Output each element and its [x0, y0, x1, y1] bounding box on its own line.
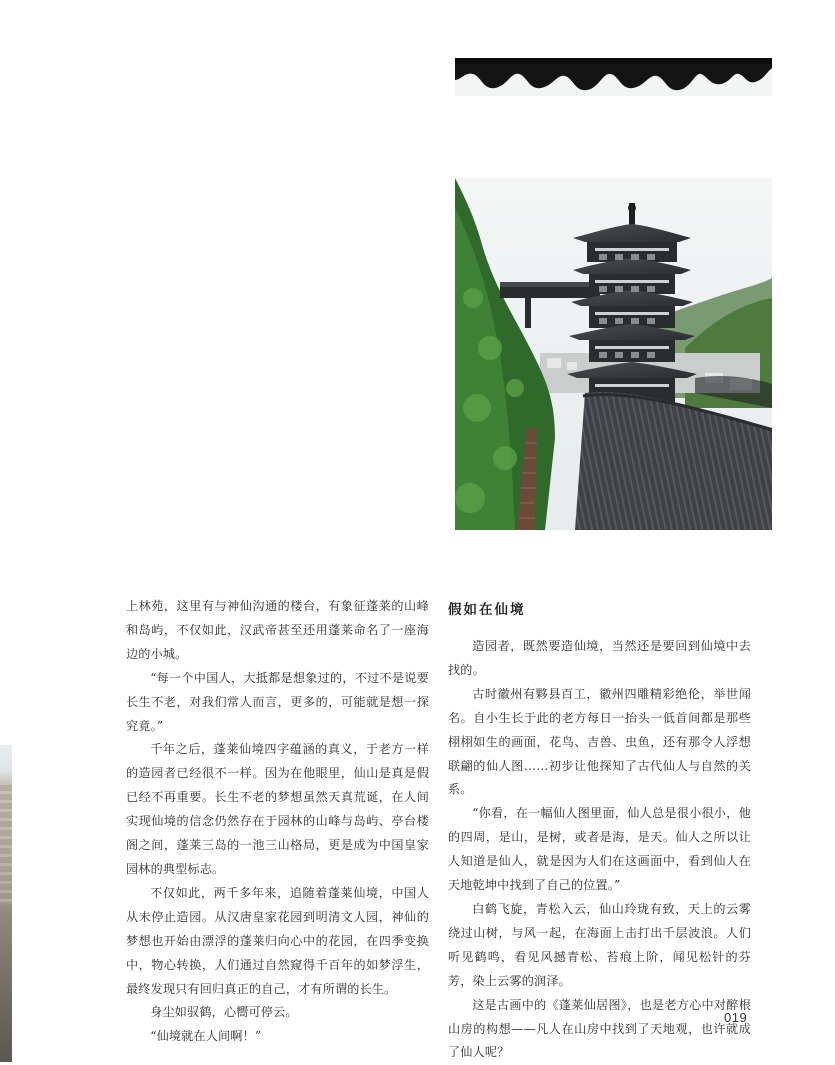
- body-paragraph: 不仅如此，两千多年来，追随着蓬莱仙境，中国人从未停止造园。从汉唐皇家花园到明清文人园，神仙的梦想也开始由漂浮的蓬莱归向心中的花园，在四季变换中，物心转换，人们通过自然窥得千百年的如梦浮生，最终发现只有回归真正的自己，才有所谓的长生。: [126, 885, 429, 996]
- left-text-column: [126, 595, 429, 1049]
- section-heading: 假如在仙境: [448, 602, 526, 618]
- body-paragraph: 身尘如驭鹤，心嚮可停云。: [150, 1005, 298, 1020]
- body-paragraph: 造园者，既然要造仙境，当然还是要回到仙境中去找的。: [448, 639, 751, 677]
- body-paragraph: 上林苑，这里有与神仙沟通的楼台，有象征蓬莱的山峰和岛屿，不仅如此，汉武帝甚至还用蓬莱命名了一座海边的小城。: [126, 599, 429, 661]
- right-text-column: [448, 635, 751, 1065]
- pagoda-tower-photo: [455, 178, 772, 530]
- body-paragraph: 千年之后，蓬莱仙境四字蕴涵的真义，于老方一样的造园者已经很不一样。因为在他眼里，仙山是真是假已经不再重要。长生不老的梦想虽然天真荒诞，在人间实现仙境的信念仍然存在于园林的山峰与岛屿、亭台楼阁之间，蓬莱三岛的一池三山格局，更是成为中国皇家园林的典型标志。: [126, 742, 429, 876]
- body-paragraph: 白鹤飞旋，青松入云，仙山玲珑有致，天上的云雾绕过山树，与风一起，在海面上击打出千层波浪。人们听见鹤鸣，看见风撼青松、苔痕上阶，闻见松针的芬芳，染上云雾的润泽。: [448, 901, 751, 988]
- previous-page-photo-edge: [0, 745, 12, 1062]
- body-paragraph: “你看，在一幅仙人图里面，仙人总是很小很小，他的四周，是山，是树，或者是海，是天。仙人之所以让人知道是仙人，就是因为人们在这画面中，看到仙人在天地乾坤中找到了自己的位置。”: [448, 806, 751, 893]
- body-paragraph: 古时徽州有夥县百工，徽州四雕精彩绝伦，举世闻名。自小生长于此的老方每日一抬头一低首间都是那些栩栩如生的画面，花鸟、吉兽、虫鱼，还有那令人浮想联翩的仙人图……初步让他探知了古代仙人与自然的关系。: [448, 686, 751, 797]
- body-paragraph: “每一个中国人，大抵都是想象过的，不过不是说要长生不老，对我们常人而言，更多的，可能就是想一探究竟。”: [126, 670, 429, 733]
- body-paragraph: 这是古画中的《蓬莱仙居图》，也是老方心中对醉根山房的构想——凡人在山房中找到了天地观，也许就成了仙人呢？: [448, 997, 751, 1060]
- eaves-silhouette-photo: [455, 58, 772, 96]
- body-paragraph: “仙境就在人间啊！”: [150, 1029, 262, 1044]
- page-number: 019: [724, 1010, 748, 1025]
